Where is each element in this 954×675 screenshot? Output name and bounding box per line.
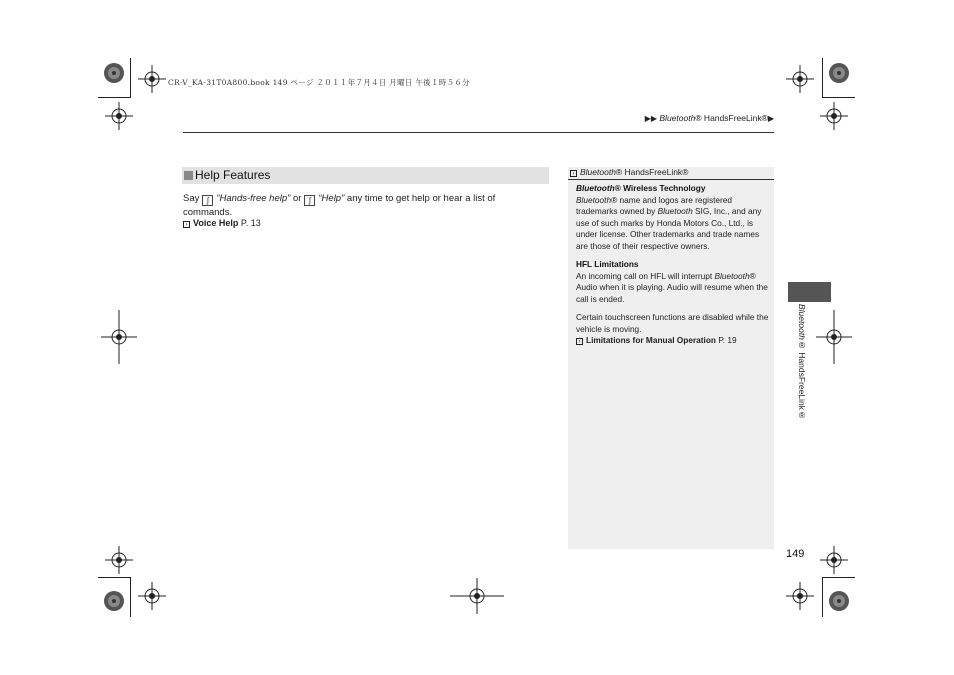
hfl-text-3: ® Audio when it is playing. Audio will resume when the call is ended. (576, 270, 768, 304)
wireless-text-4: SIG, Inc., and any use of such marks by Honda Motors Co., Ltd., is under license. Other trademarks and trade names are those of their respective owners. (576, 206, 762, 251)
hfl-text-italic-2: Bluetooth (714, 270, 750, 281)
wireless-text-2: ® name and logos are registered trademarks owned by (576, 194, 733, 216)
limitations-link[interactable] (576, 335, 737, 345)
header-rule (183, 132, 774, 133)
crosshair-mark-icon (119, 337, 120, 338)
chapter-tab (788, 282, 831, 302)
breadcrumb-italic: Bluetooth (659, 113, 696, 123)
starburst-mark-icon (114, 73, 115, 74)
voice-help-link[interactable] (183, 218, 261, 228)
limitations-page: P. 19 (718, 335, 737, 345)
crosshair-mark-icon (834, 560, 835, 561)
crosshair-mark-icon (119, 116, 120, 117)
page-number: 149 (786, 548, 805, 560)
crosshair-mark-icon (800, 596, 801, 597)
wireless-text-italic-3: Bluetooth (657, 206, 693, 216)
limitations-arrow-icon: › (576, 338, 583, 345)
body-say: Say (183, 193, 200, 204)
chapter-tab-rest: ® HandsFreeLink® (797, 339, 807, 420)
crop-line (130, 58, 131, 98)
wireless-text-italic-1: Bluetooth (576, 194, 612, 205)
crop-line (98, 97, 131, 98)
crop-line (822, 577, 855, 578)
breadcrumb-marker: ▶▶ (644, 114, 658, 123)
body-tail: any time to get help or hear a list of commands. (183, 193, 496, 218)
xref-page: P. 13 (240, 218, 261, 228)
crosshair-mark-icon (119, 560, 120, 561)
crop-line (130, 577, 131, 617)
talk-button-icon: ʃ (304, 195, 315, 206)
crosshair-mark-icon (477, 596, 478, 597)
touchscreen-note: Certain touchscreen functions are disabled while the vehicle is moving. (576, 312, 769, 334)
section-title: Help Features (195, 168, 271, 182)
chapter-tab-label (797, 304, 807, 420)
crosshair-mark-icon (834, 116, 835, 117)
talk-button-icon: ʃ (202, 195, 213, 206)
breadcrumb (645, 113, 774, 123)
crop-line (822, 577, 823, 617)
wireless-heading-rest: ® Wireless Technology (614, 183, 706, 193)
limitations-label: Limitations for Manual Operation (586, 335, 716, 345)
starburst-mark-icon (114, 601, 115, 602)
starburst-mark-icon (839, 601, 840, 602)
xref-label: Voice Help (193, 218, 239, 228)
wireless-heading-italic: Bluetooth (576, 183, 615, 193)
print-header: CR-V_KA-31T0A800.book 149 ページ ２０１１年７月４日 月曜日 午後１時５６分 (168, 78, 470, 87)
crop-line (822, 58, 823, 98)
side-header-italic: Bluetooth (580, 167, 616, 177)
section-square-icon (184, 171, 193, 180)
section-body (183, 192, 533, 219)
side-note-panel (568, 167, 774, 549)
crop-line (98, 577, 131, 578)
side-header-arrow-icon: › (570, 170, 577, 177)
side-note-body (576, 183, 770, 354)
side-note-header (568, 167, 774, 180)
breadcrumb-end-arrow: ▶ (767, 114, 774, 123)
command-help: “Help” (318, 193, 345, 204)
hfl-text-1: An incoming call on HFL will interrupt (576, 270, 713, 281)
chapter-tab-italic: Bluetooth (797, 304, 807, 340)
crosshair-mark-icon (152, 79, 153, 80)
wireless-heading (576, 183, 705, 193)
crosshair-mark-icon (800, 79, 801, 80)
crosshair-mark-icon (834, 337, 835, 338)
crop-line (822, 97, 855, 98)
side-header-rest: ® HandsFreeLink® (615, 167, 689, 177)
starburst-mark-icon (839, 73, 840, 74)
body-or: or (292, 193, 302, 204)
command-hands-free-help: “Hands-free help” (216, 193, 291, 204)
breadcrumb-rest: ® HandsFreeLink® (695, 113, 768, 123)
hfl-heading: HFL Limitations (576, 259, 639, 269)
xref-arrow-icon: › (183, 221, 190, 228)
crosshair-mark-icon (152, 596, 153, 597)
section-heading-bar (182, 167, 549, 184)
